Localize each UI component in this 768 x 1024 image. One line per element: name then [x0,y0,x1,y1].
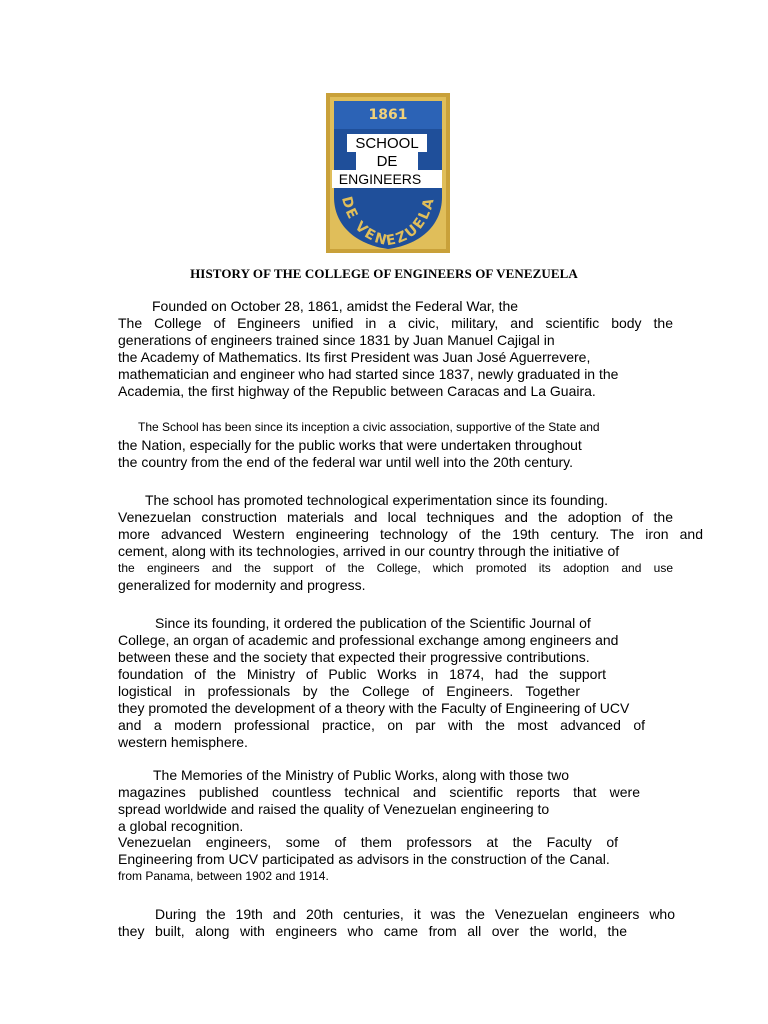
text-line: foundation of the Ministry of Public Works in 1874, had the support [118,666,606,682]
logo-year: 1861 [368,107,408,123]
text-line: Academia, the first highway of the Republic between Caracas and La Guaira. [118,383,596,399]
text-line: Venezuelan construction materials and local techniques and the adoption of the [118,509,673,525]
text-line: Engineering from UCV participated as advisors in the construction of the Canal. [118,851,610,867]
text-line: cement, along with its technologies, arrived in our country through the initiative of [118,543,620,559]
text-line: The Memories of the Ministry of Public Works, along with those two [153,767,570,783]
text-line: Venezuelan engineers, some of them professors at the Faculty of [118,834,618,850]
logo-text-de: DE [376,153,398,170]
text-line: Since its founding, it ordered the publication of the Scientific Journal of [155,615,591,631]
text-line: During the 19th and 20th centuries, it was the Venezuelan engineers who [155,906,675,922]
text-line: magazines published countless technical and scientific reports that were [118,784,640,800]
text-line: more advanced Western engineering technology of the 19th century. The iron and [118,526,703,542]
text-line: spread worldwide and raised the quality of Venezuelan engineering to [118,801,550,817]
text-line: The College of Engineers unified in a civic, military, and scientific body the [118,315,673,331]
text-line: Founded on October 28, 1861, amidst the Federal War, the [152,298,519,314]
text-line: The school has promoted technological experimentation since its founding. [145,492,609,508]
text-line: mathematician and engineer who had started since 1837, newly graduated in the [118,366,619,382]
text-line: The School has been since its inception a civic association, supportive of the State and [138,420,600,434]
logo-text-engineers: ENGINEERS [338,171,422,187]
text-line: generations of engineers trained since 1831 by Juan Manuel Cajigal in [118,332,555,348]
text-line: logistical in professionals by the College of Engineers. Together [118,683,580,699]
text-line: from Panama, between 1902 and 1914. [118,869,329,883]
text-line: they built, along with engineers who came from all over the world, the [118,923,627,939]
document-title: HISTORY OF THE COLLEGE OF ENGINEERS OF VENEZUELA [190,266,578,281]
college-logo [326,93,450,253]
logo-text-school: SCHOOL [355,135,419,152]
logo-arc-text: DE VENEZUELA [337,194,438,250]
text-line: they promoted the development of a theory with the Faculty of Engineering of UCV [118,700,630,716]
text-line: between these and the society that expected their progressive contributions. [118,649,590,665]
text-line: the Academy of Mathematics. Its first President was Juan José Aguerrevere, [118,349,591,365]
text-line: the engineers and the support of the College, which promoted its adoption and use [118,561,673,575]
text-line: the Nation, especially for the public works that were undertaken throughout [118,437,582,453]
text-line: the country from the end of the federal war until well into the 20th century. [118,454,573,470]
text-line: a global recognition. [118,818,244,834]
text-line: and a modern professional practice, on par with the most advanced of [118,717,645,733]
text-line: generalized for modernity and progress. [118,577,366,593]
text-line: western hemisphere. [118,734,248,750]
text-line: College, an organ of academic and professional exchange among engineers and [118,632,619,648]
